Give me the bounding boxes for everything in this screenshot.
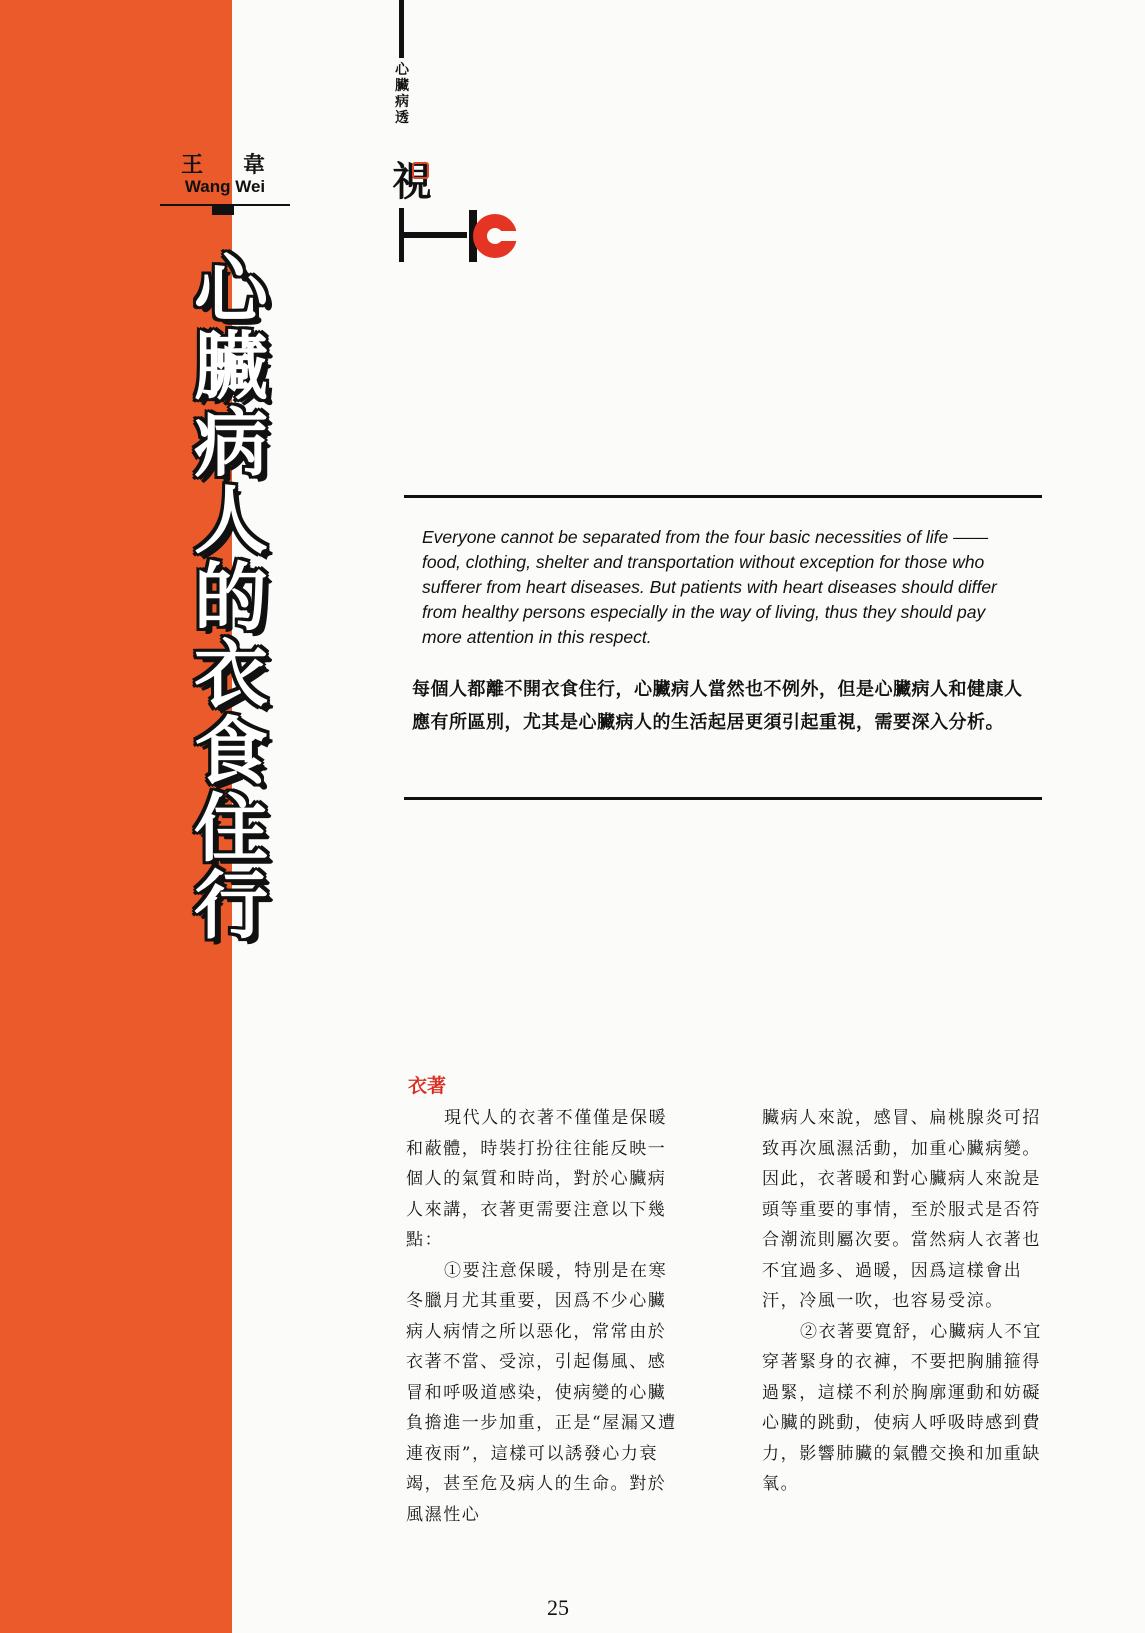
article-title bbox=[176, 247, 286, 949]
body-paragraph: 現代人的衣著不僅僅是保暖和蔽體，時裝打扮往往能反映一個人的氣質和時尚，對於心臟病人來講，衣著更需要注意以下幾點： bbox=[406, 1108, 668, 1250]
body-paragraph: 臟病人來說，感冒、扁桃腺炎可招致再次風濕活動，加重心臟病變。因此，衣著暖和對心臟病人來說是頭等重要的事情，至於服式是否符合潮流則屬次要。當然病人衣著也不宜過多、過暖，因爲這樣會出汗，冷風一吹，也容易受涼。 bbox=[762, 1108, 1041, 1311]
column-bar-top bbox=[399, 0, 404, 58]
title-char: 食 bbox=[194, 709, 268, 795]
author-name-cn: 王 韋 bbox=[181, 153, 281, 178]
column-label-accent bbox=[412, 162, 429, 179]
abstract-bottom-rule bbox=[404, 797, 1042, 800]
title-char: 行 bbox=[194, 863, 268, 949]
column-label bbox=[394, 62, 410, 126]
body-paragraph: ①要注意保暖，特別是在寒冬臘月尤其重要，因爲不少心臟病人病情之所以惡化，常常由於衣著不當、受涼，引起傷風、感冒和呼吸道感染，使病變的心臟負擔進一步加重，正是“屋漏又遭連夜雨”，這樣可以誘發心力衰竭，甚至危及病人的生命。對於風濕性心 bbox=[406, 1260, 677, 1525]
author-name-en: Wang Wei bbox=[184, 177, 266, 196]
author-block bbox=[160, 148, 290, 197]
title-char: 心 bbox=[194, 247, 268, 333]
body-paragraph: ②衣著要寬舒，心臟病人不宜穿著緊身的衣褲，不要把胸脯箍得過緊，這樣不利於胸廓運動和妨礙心臟的跳動，使病人呼吸時感到費力，影響肺臟的氣體交換和加重缺氧。 bbox=[762, 1321, 1042, 1494]
column-label-big: 視 bbox=[392, 159, 432, 205]
column-label-char: 透 bbox=[395, 110, 409, 126]
title-char: 臟 bbox=[194, 324, 268, 410]
abstract-english: Everyone cannot be separated from the four basic necessities of life —— food, clothing, shelter and transportation without exception for those who sufferer from heart diseases. But patients with heart diseases should differ from healthy persons especially in the way of living, thus they should pay more attention in this respect. bbox=[422, 527, 997, 647]
page-number: 25 bbox=[547, 1595, 569, 1620]
title-char: 病 bbox=[194, 401, 268, 487]
abstract-top-rule bbox=[404, 495, 1042, 498]
hc-logo-c-opening bbox=[500, 231, 520, 241]
hc-logo-h-bar bbox=[399, 232, 467, 238]
title-char: 人 bbox=[194, 478, 268, 564]
title-char: 衣 bbox=[194, 632, 268, 718]
column-label-char: 臟 bbox=[395, 78, 409, 94]
body-column-left bbox=[406, 1103, 683, 1530]
title-char: 住 bbox=[194, 786, 268, 872]
abstract-chinese: 每個人都離不開衣食住行，心臟病人當然也不例外，但是心臟病人和健康人應有所區別，尤其是心臟病人的生活起居更須引起重視，需要深入分析。 bbox=[412, 679, 1023, 733]
author-divider-block bbox=[212, 206, 234, 215]
body-column-right bbox=[762, 1103, 1042, 1500]
column-label-char: 病 bbox=[395, 94, 409, 110]
column-label-char: 心 bbox=[395, 62, 409, 78]
title-char: 的 bbox=[194, 555, 268, 641]
section-heading: 衣著 bbox=[408, 1075, 447, 1097]
